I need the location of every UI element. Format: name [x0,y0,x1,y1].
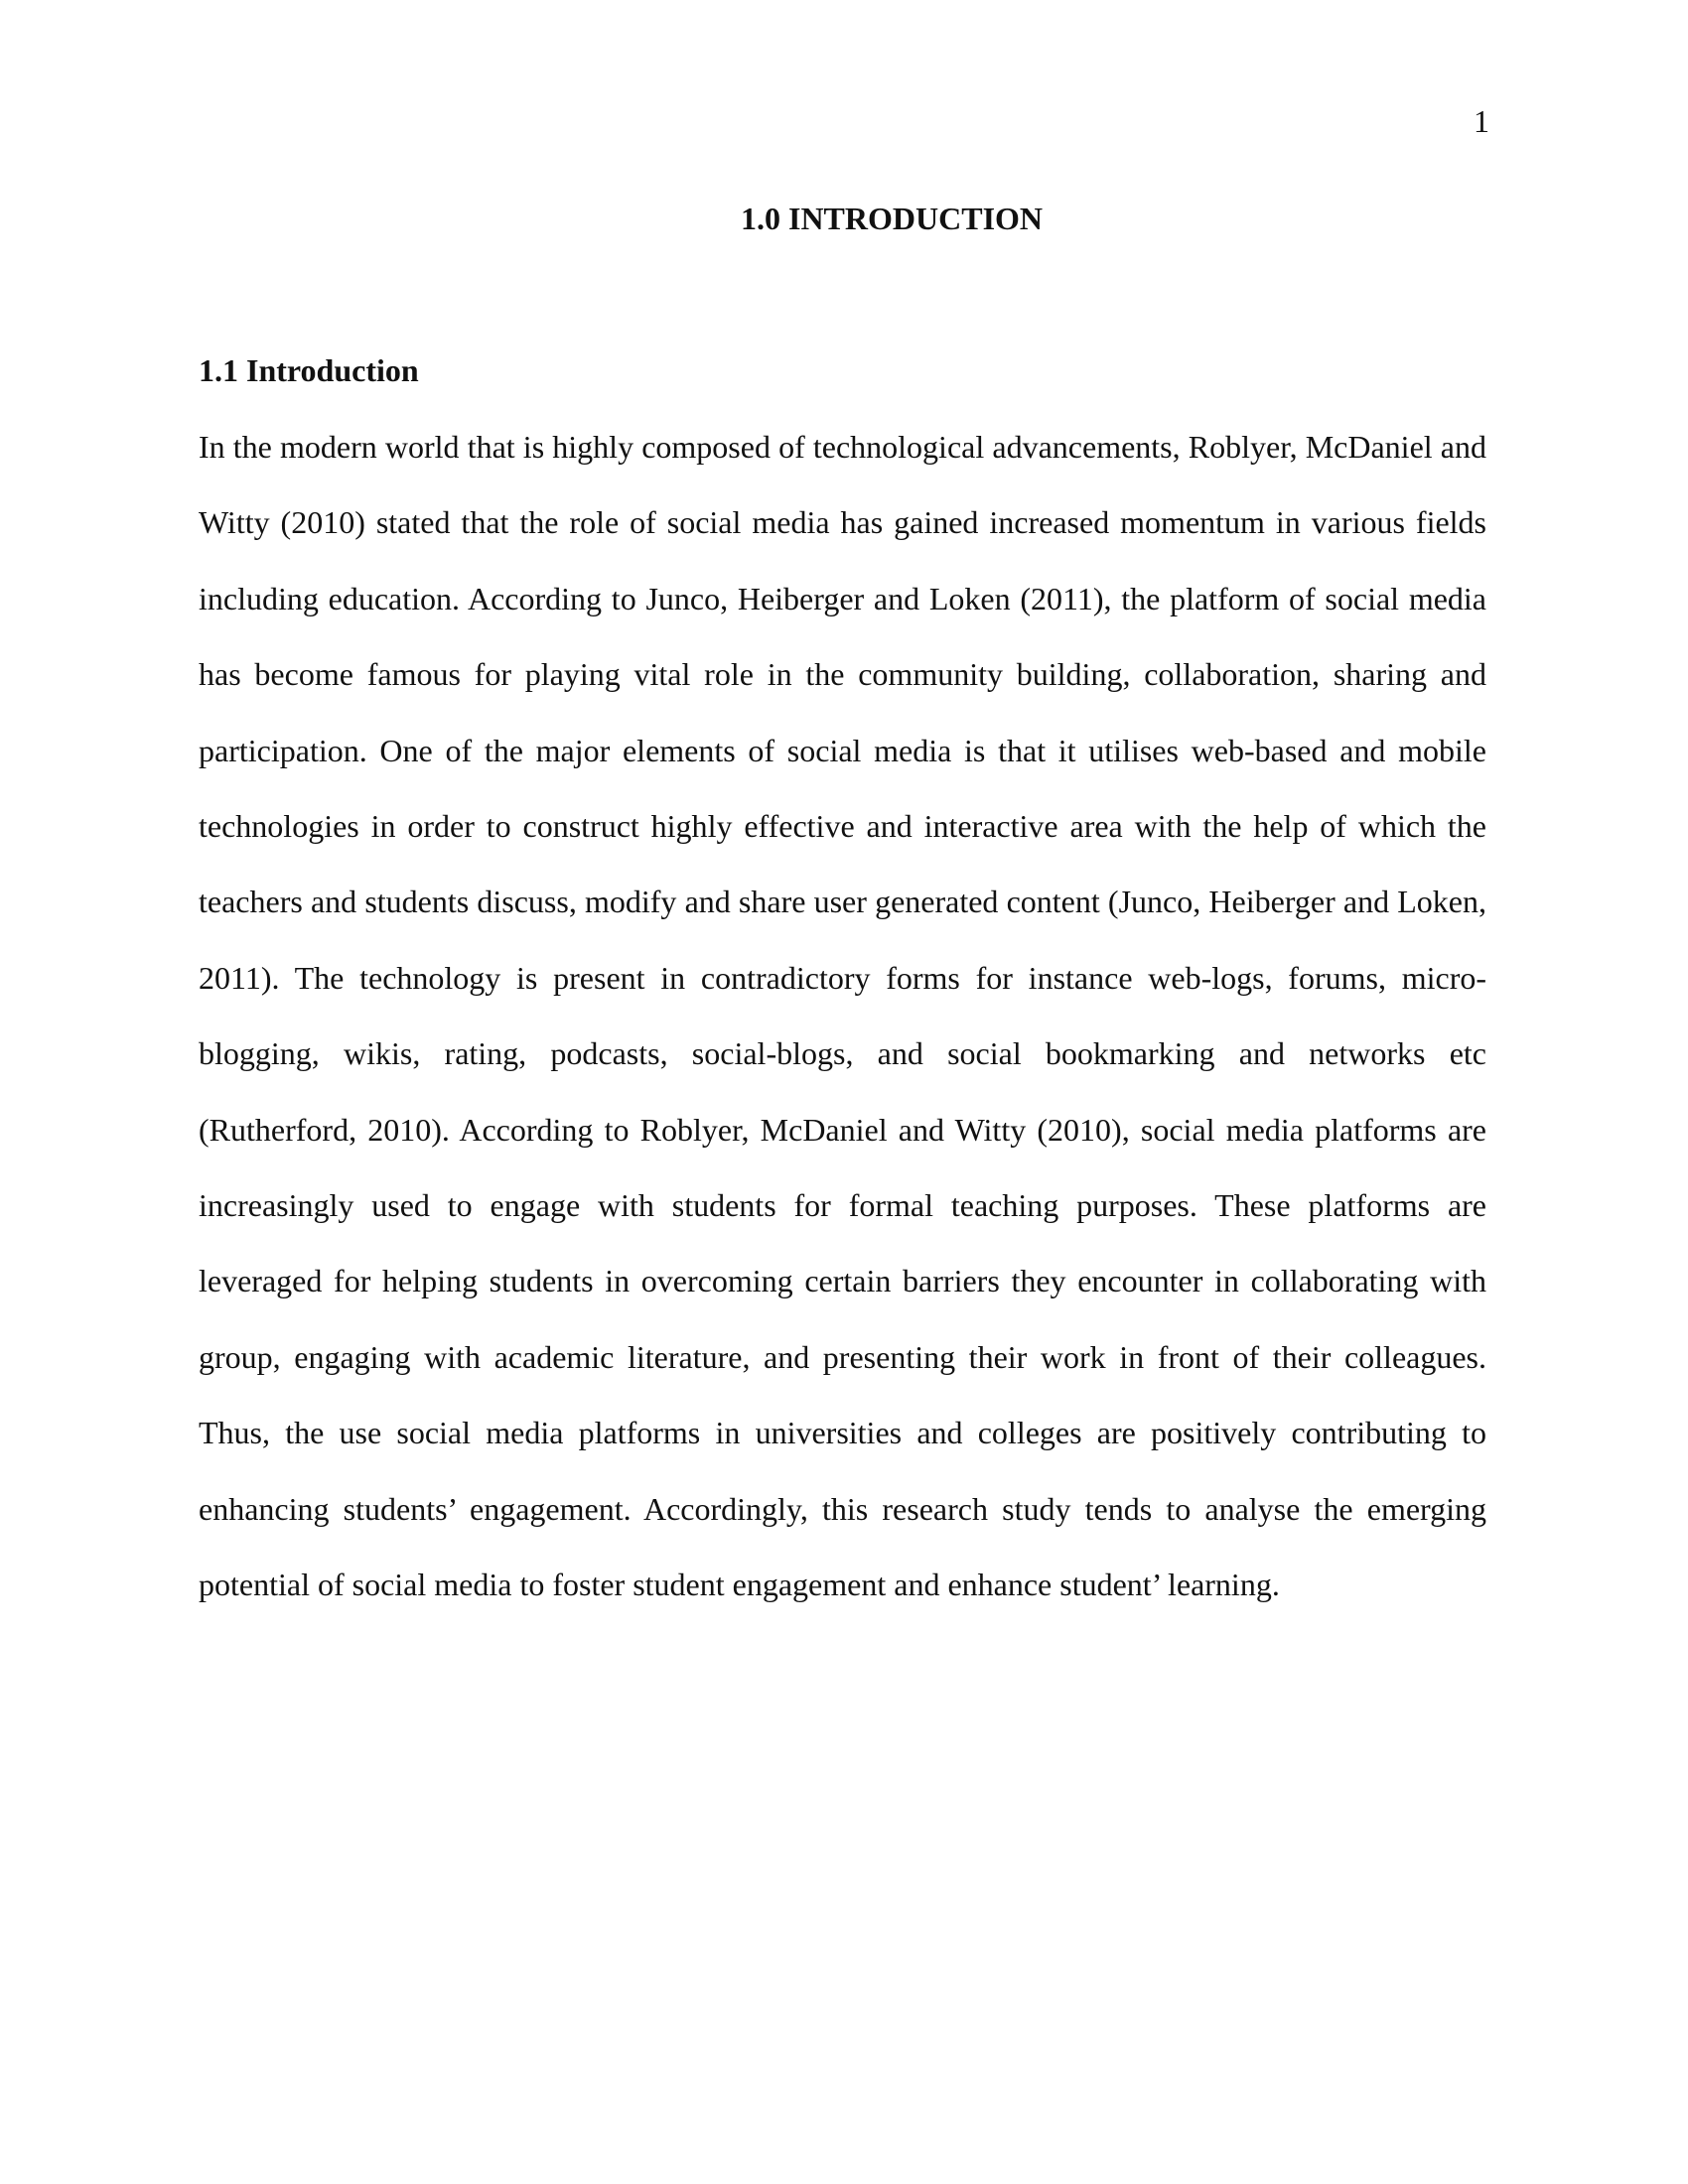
section-heading: 1.1 Introduction [199,352,419,388]
page-number: 1 [1474,103,1489,139]
chapter-title: 1.0 INTRODUCTION [740,201,1044,236]
body-paragraph: In the modern world that is highly composed of technological advancements, Roblyer, McDaniel and Witty (2010) stated that the role of social media has gained increased momentum in various fields including education. According to Junco, Heiberger and Loken (2011), the platform of social media has become famous for playing vital role in the community building, collaboration, sharing and participation. One of the major elements of social media is that it utilises web-based and mobile technologies in order to construct highly effective and interactive area with the help of which the teachers and students discuss, modify and share user generated content (Junco, Heiberger and Loken, 2011). The technology is present in contradictory forms for instance web-logs, forums, micro-blogging, wikis, rating, podcasts, social-blogs, and social bookmarking and networks etc (Rutherford, 2010). According to Roblyer, McDaniel and Witty (2010), social media platforms are increasingly used to engage with students for formal teaching purposes. These platforms are leveraged for helping students in overcoming certain barriers they encounter in collaborating with group, engaging with academic literature, and presenting their work in front of their colleagues. Thus, the use social media platforms in universities and colleges are positively contributing to enhancing students’ engagement. Accordingly, this research study tends to analyse the emerging potential of social media to foster student engagement and enhance student’ learning. [199,429,1486,1603]
